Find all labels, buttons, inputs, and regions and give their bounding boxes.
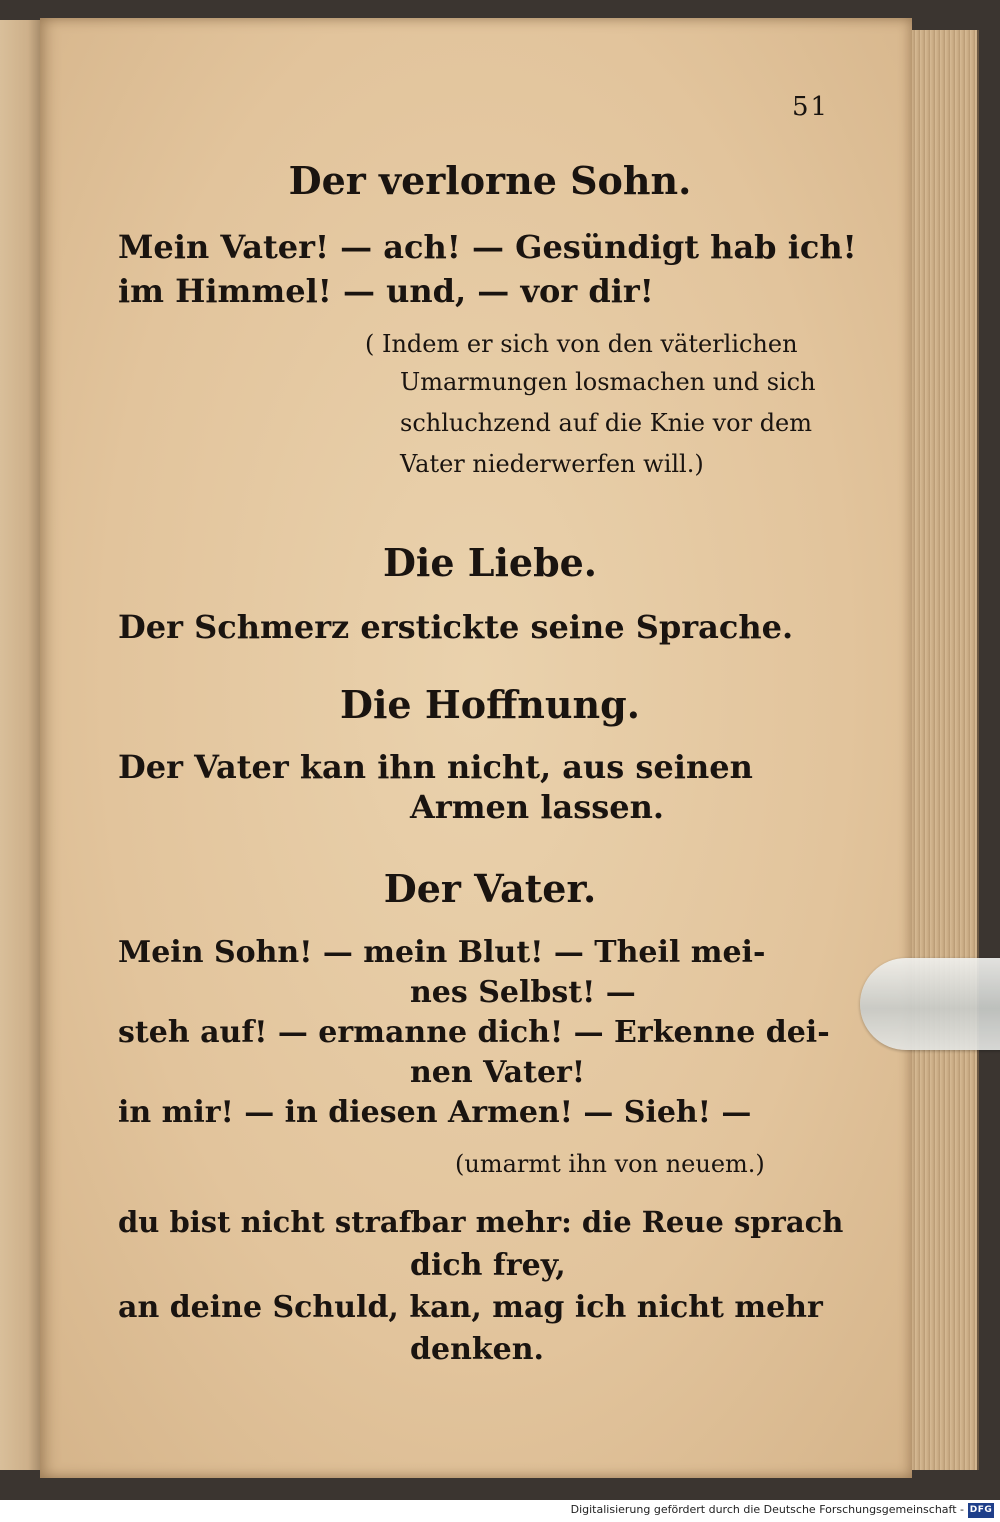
heading-der-verlorne-sohn: Der verlorne Sohn. (288, 158, 692, 203)
page-clip-bookmark (860, 958, 1000, 1050)
vater-line-8: an deine Schuld, kan, mag ich nicht mehr (118, 1290, 823, 1325)
vater-line-3: steh auf! — ermanne dich! — Erkenne dei- (118, 1015, 830, 1050)
page-stack-edge (905, 30, 979, 1470)
stage-direction-1-line-4: Vater niederwerfen will.) (400, 450, 704, 478)
page-number: 51 (792, 92, 830, 122)
dfg-logo: DFG (968, 1503, 994, 1518)
heading-die-hoffnung: Die Hoffnung. (340, 682, 640, 727)
footer-credit: Digitalisierung gefördert durch die Deutsche Forschungsgemeinschaft - (570, 1503, 964, 1516)
sohn-line-1: Mein Vater! — ach! — Gesündigt hab ich! (118, 228, 857, 266)
left-page-edge (0, 20, 42, 1470)
stage-direction-1-line-2: Umarmungen losmachen und sich (400, 368, 816, 396)
vater-line-6: du bist nicht strafbar mehr: die Reue sprach (118, 1205, 844, 1239)
vater-line-4: nen Vater! (410, 1055, 586, 1090)
vater-line-1: Mein Sohn! — mein Blut! — Theil mei- (118, 935, 766, 970)
stage-direction-1-line-1: ( Indem er sich von den väterlichen (365, 330, 798, 358)
hoffnung-line-2: Armen lassen. (410, 788, 664, 826)
stage-direction-2: (umarmt ihn von neuem.) (455, 1150, 765, 1178)
heading-die-liebe: Die Liebe. (382, 540, 598, 585)
sohn-line-2: im Himmel! — und, — vor dir! (118, 272, 654, 310)
hoffnung-line-1: Der Vater kan ihn nicht, aus seinen (118, 748, 753, 786)
vater-line-2: nes Selbst! — (410, 975, 636, 1010)
stage-direction-1-line-3: schluchzend auf die Knie vor dem (400, 409, 813, 437)
vater-line-7: dich frey, (410, 1248, 566, 1283)
footer-bar (0, 1500, 1000, 1522)
vater-line-5: in mir! — in diesen Armen! — Sieh! — (118, 1095, 752, 1130)
heading-der-vater: Der Vater. (383, 866, 597, 911)
vater-line-9: denken. (410, 1332, 545, 1367)
liebe-line: Der Schmerz erstickte seine Sprache. (118, 608, 794, 646)
